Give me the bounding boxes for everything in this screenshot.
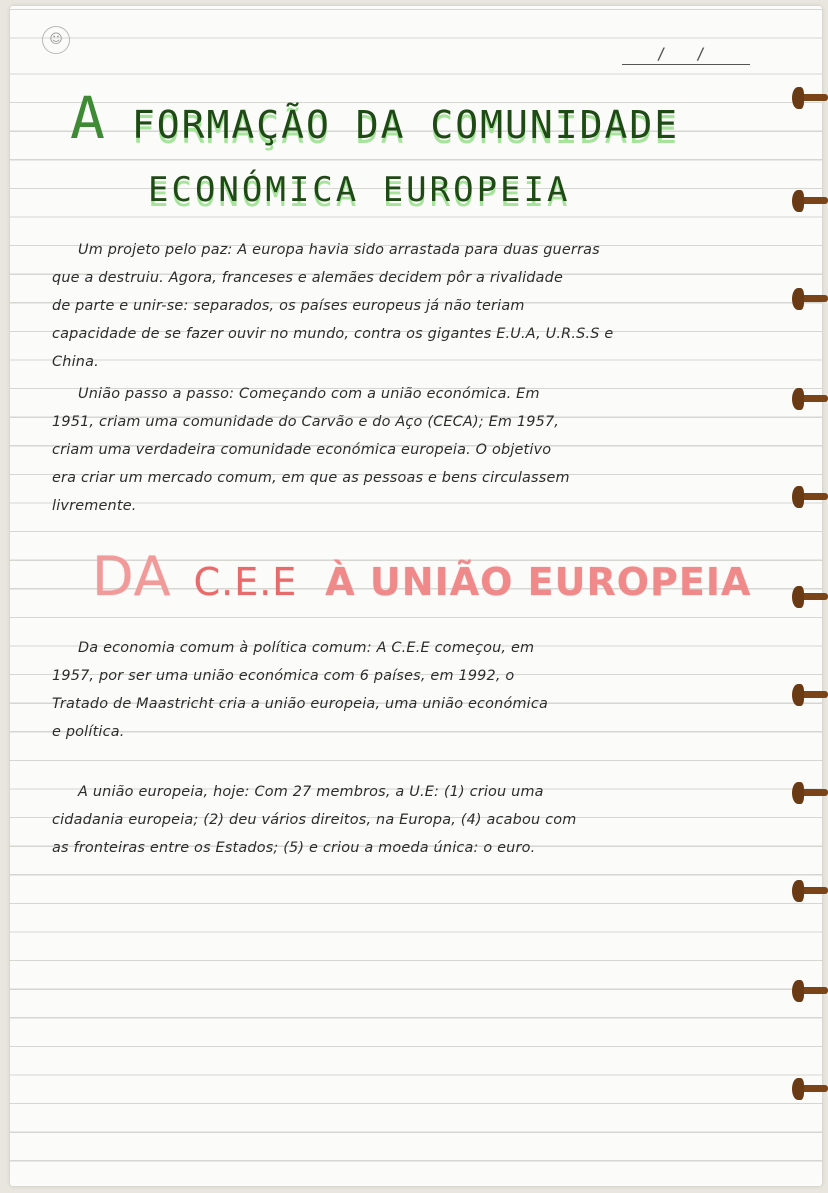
- text-line: as fronteiras entre os Estados; (5) e criou a moeda única: o euro.: [52, 840, 536, 856]
- text-line: cidadania europeia; (2) deu vários direitos, na Europa, (4) acabou com: [52, 812, 577, 828]
- text-line: China.: [52, 354, 99, 370]
- binder-ring-icon: [792, 880, 828, 902]
- text-line: que a destruiu. Agora, franceses e alemães decidem pôr a rivalidade: [52, 270, 564, 286]
- date-field: / /: [622, 44, 750, 65]
- binder-ring-icon: [792, 586, 828, 608]
- text-line: livremente.: [52, 498, 137, 514]
- binder-ring-icon: [792, 288, 828, 310]
- text-line: Da economia comum à política comum: A C.E.E começou, em: [78, 640, 535, 656]
- binder-ring-icon: [792, 190, 828, 212]
- binder-ring-icon: [792, 782, 828, 804]
- text-line: União passo a passo: Começando com a união económica. Em: [78, 386, 540, 402]
- binder-ring-icon: [792, 388, 828, 410]
- text-line: era criar um mercado comum, em que as pessoas e bens circulassem: [52, 470, 570, 486]
- binder-ring-icon: [792, 684, 828, 706]
- text-line: criam uma verdadeira comunidade económica europeia. O objetivo: [52, 442, 552, 458]
- binder-ring-icon: [792, 87, 828, 109]
- title-initial: A: [70, 84, 107, 152]
- subtitle-part-3: À UNIÃO EUROPEIA: [325, 560, 752, 604]
- text-line: Um projeto pelo paz: A europa havia sido arrastada para duas guerras: [78, 242, 600, 258]
- text-line: Tratado de Maastricht cria a união europeia, uma união económica: [52, 696, 549, 712]
- text-line: e política.: [52, 724, 125, 740]
- page-title-line-2: ECONÓMICA EUROPEIA: [148, 170, 571, 210]
- text-line: de parte e unir-se: separados, os países europeus já não teriam: [52, 298, 525, 314]
- section-subtitle: [92, 545, 751, 608]
- text-line: 1951, criam uma comunidade do Carvão e do Aço (CECA); Em 1957,: [52, 414, 560, 430]
- subtitle-part-2: C.E.E: [193, 560, 298, 604]
- title-rest: FORMAÇÃO DA COMUNIDADE: [131, 103, 680, 147]
- subtitle-part-1: DA: [92, 545, 172, 608]
- page-title-line-1: [70, 84, 679, 152]
- binder-ring-icon: [792, 1078, 828, 1100]
- smiley-logo-icon: ☺: [42, 26, 70, 54]
- text-line: 1957, por ser uma união económica com 6 países, em 1992, o: [52, 668, 515, 684]
- text-line: capacidade de se fazer ouvir no mundo, contra os gigantes E.U.A, U.R.S.S e: [52, 326, 614, 342]
- binder-ring-icon: [792, 980, 828, 1002]
- text-line: A união europeia, hoje: Com 27 membros, a U.E: (1) criou uma: [78, 784, 544, 800]
- binder-ring-icon: [792, 486, 828, 508]
